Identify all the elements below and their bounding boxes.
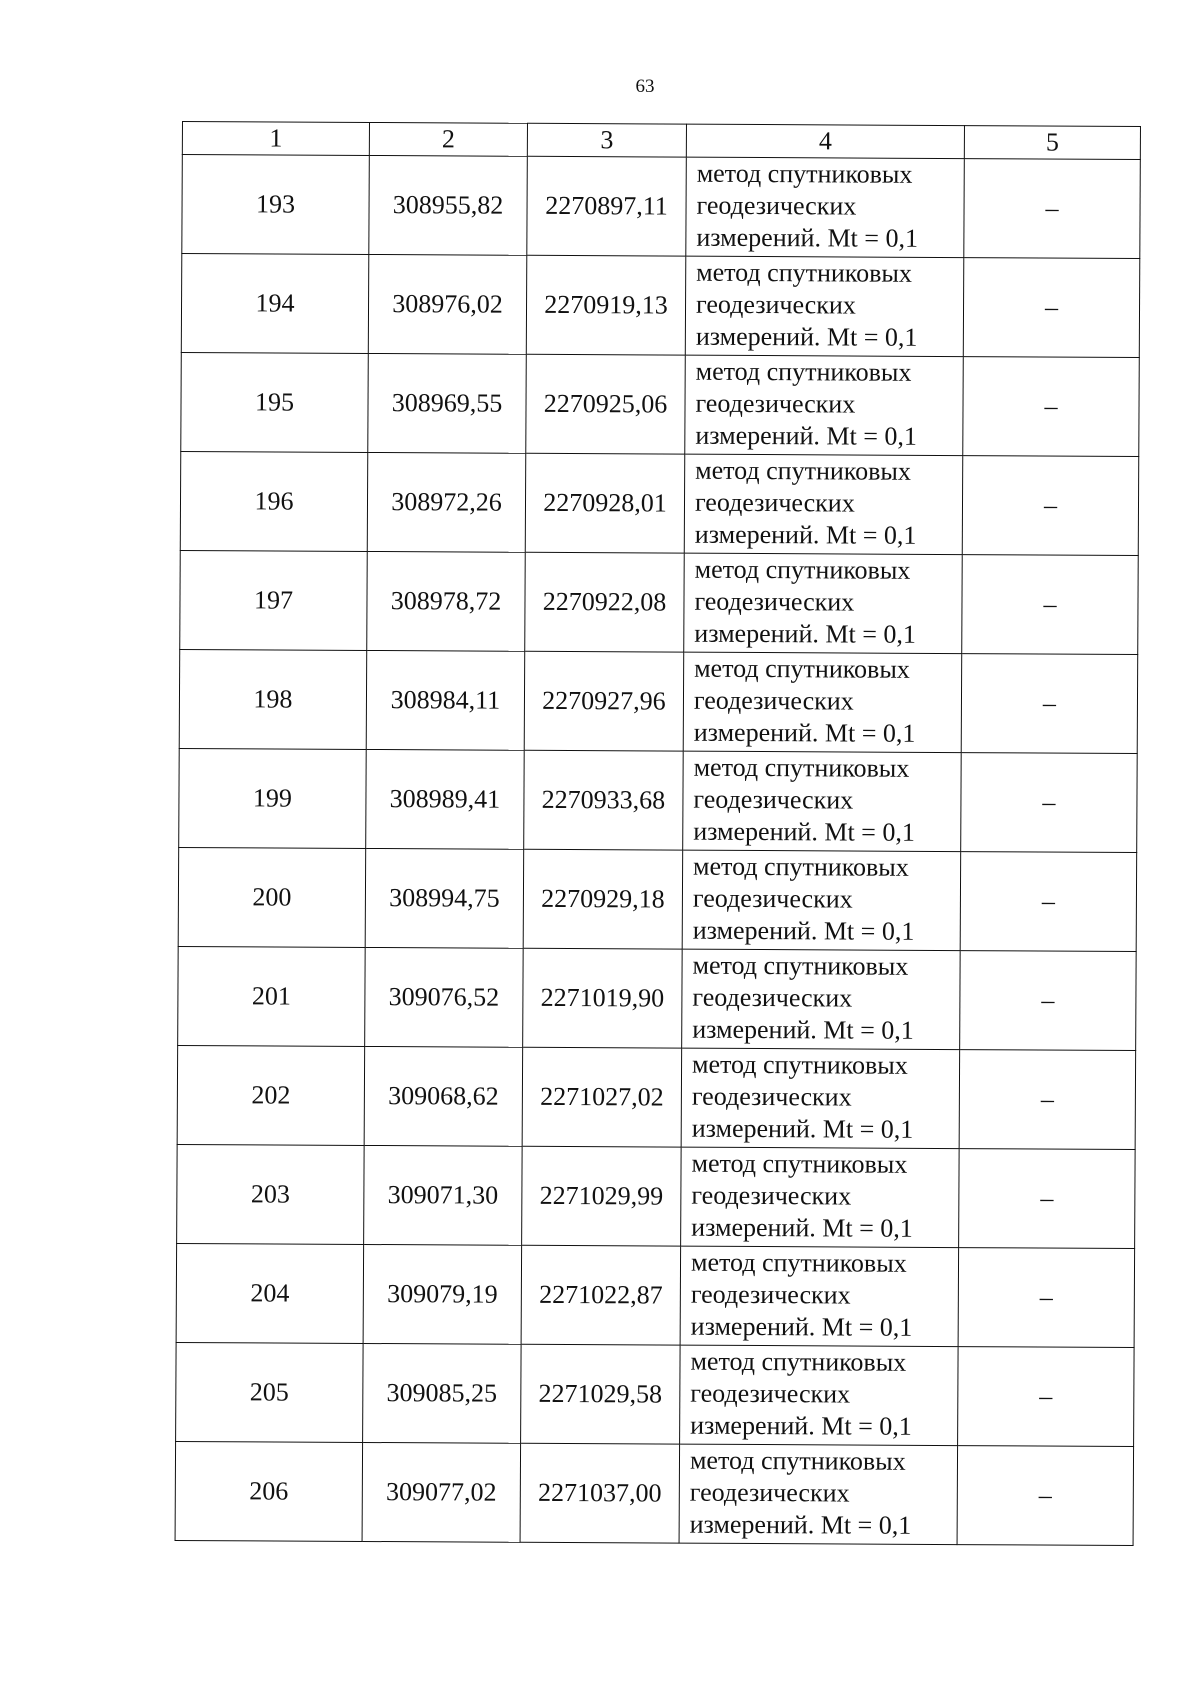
- method-line: измерений. Mt = 0,1: [696, 222, 919, 253]
- method-line: геодезических: [695, 289, 856, 320]
- x-coordinate-cell: 308989,41: [366, 749, 525, 849]
- method-line: метод спутниковых: [692, 950, 909, 981]
- note-cell: –: [958, 1347, 1135, 1447]
- method-line: геодезических: [690, 1279, 851, 1310]
- method-cell: [685, 256, 964, 356]
- note-cell: –: [963, 258, 1140, 358]
- y-coordinate-cell: 2270925,06: [526, 354, 686, 454]
- column-header-5: 5: [964, 126, 1140, 160]
- method-line: измерений. Mt = 0,1: [690, 1311, 913, 1342]
- method-line: метод спутниковых: [691, 1148, 908, 1179]
- method-cell: [679, 1444, 958, 1544]
- point-number-cell: 200: [178, 847, 366, 947]
- method-cell: [683, 652, 962, 752]
- method-cell: [681, 1147, 960, 1247]
- method-line: метод спутниковых: [696, 257, 912, 288]
- x-coordinate-cell: 308984,11: [366, 650, 525, 750]
- method-cell: [681, 1048, 960, 1148]
- note-cell: –: [957, 1446, 1134, 1546]
- method-cell: [682, 850, 961, 950]
- table-body: [175, 155, 1140, 1546]
- method-line: измерений. Mt = 0,1: [692, 1014, 914, 1045]
- table-row: [179, 649, 1138, 753]
- x-coordinate-cell: 309085,25: [363, 1343, 522, 1443]
- x-coordinate-cell: 309077,02: [362, 1442, 521, 1542]
- method-line: геодезических: [691, 1180, 852, 1211]
- column-header-2: 2: [369, 122, 527, 156]
- note-cell: –: [961, 654, 1138, 754]
- x-coordinate-cell: 309071,30: [364, 1145, 523, 1245]
- method-line: метод спутниковых: [695, 455, 911, 486]
- method-line: геодезических: [693, 784, 854, 815]
- table-row: [180, 451, 1139, 555]
- note-cell: –: [962, 555, 1139, 655]
- method-line: геодезических: [692, 883, 853, 914]
- point-number-cell: 197: [180, 550, 368, 650]
- method-line: метод спутниковых: [690, 1346, 907, 1377]
- note-cell: –: [960, 951, 1137, 1051]
- x-coordinate-cell: 308976,02: [368, 254, 527, 354]
- method-line: метод спутниковых: [693, 851, 909, 882]
- method-line: геодезических: [695, 388, 856, 419]
- method-line: измерений. Mt = 0,1: [694, 618, 917, 649]
- table-row: [176, 1243, 1135, 1347]
- point-number-cell: 202: [177, 1045, 365, 1145]
- method-line: метод спутниковых: [695, 356, 912, 387]
- point-number-cell: 206: [175, 1441, 363, 1541]
- point-number-cell: 198: [179, 649, 367, 749]
- method-line: измерений. Mt = 0,1: [691, 1113, 914, 1144]
- y-coordinate-cell: 2270922,08: [525, 552, 685, 652]
- table-row: [179, 748, 1138, 852]
- y-coordinate-cell: 2270927,96: [524, 651, 684, 751]
- method-line: геодезических: [689, 1477, 850, 1508]
- x-coordinate-cell: 308994,75: [365, 848, 524, 948]
- point-number-cell: 201: [178, 946, 366, 1046]
- table-row: [175, 1441, 1134, 1545]
- x-coordinate-cell: 309079,19: [363, 1244, 522, 1344]
- coordinates-table: [175, 121, 1141, 1546]
- y-coordinate-cell: 2270919,13: [526, 255, 686, 355]
- method-line: метод спутниковых: [694, 554, 911, 585]
- method-cell: [684, 553, 963, 653]
- point-number-cell: 194: [181, 254, 369, 354]
- y-coordinate-cell: 2271027,02: [522, 1047, 682, 1147]
- method-cell: [685, 355, 964, 455]
- note-cell: –: [958, 1248, 1135, 1348]
- method-cell: [682, 949, 961, 1049]
- method-line: геодезических: [694, 487, 855, 518]
- method-line: геодезических: [694, 586, 855, 617]
- method-line: измерений. Mt = 0,1: [694, 519, 917, 550]
- method-line: геодезических: [696, 190, 857, 221]
- method-line: измерений. Mt = 0,1: [693, 717, 916, 748]
- method-line: измерений. Mt = 0,1: [693, 816, 915, 847]
- table-row: [176, 1342, 1135, 1446]
- y-coordinate-cell: 2271037,00: [520, 1443, 680, 1543]
- x-coordinate-cell: 308955,82: [369, 155, 528, 255]
- method-line: геодезических: [691, 1081, 852, 1112]
- table-row: [181, 254, 1140, 358]
- y-coordinate-cell: 2270933,68: [524, 750, 684, 850]
- method-line: геодезических: [693, 685, 854, 716]
- table-row: [177, 1045, 1136, 1149]
- x-coordinate-cell: 309068,62: [364, 1046, 523, 1146]
- note-cell: –: [964, 159, 1141, 259]
- method-cell: [680, 1345, 959, 1445]
- point-number-cell: 205: [176, 1342, 364, 1442]
- method-line: геодезических: [690, 1378, 851, 1409]
- table-row: [178, 946, 1137, 1050]
- method-line: метод спутниковых: [689, 1445, 906, 1476]
- point-number-cell: 196: [180, 451, 368, 551]
- table-row: [180, 550, 1139, 654]
- y-coordinate-cell: 2271022,87: [521, 1245, 681, 1345]
- note-cell: –: [959, 1050, 1136, 1150]
- column-header-1: 1: [182, 122, 369, 156]
- method-line: измерений. Mt = 0,1: [692, 915, 915, 946]
- table-row: [177, 1144, 1136, 1248]
- y-coordinate-cell: 2270929,18: [523, 849, 683, 949]
- method-line: измерений. Mt = 0,1: [691, 1212, 913, 1243]
- method-line: измерений. Mt = 0,1: [695, 321, 918, 352]
- note-cell: –: [961, 753, 1138, 853]
- method-line: метод спутниковых: [693, 752, 910, 783]
- method-line: измерений. Mt = 0,1: [689, 1509, 912, 1540]
- table-header: [182, 122, 1140, 160]
- x-coordinate-cell: 309076,52: [365, 947, 524, 1047]
- point-number-cell: 193: [182, 155, 370, 255]
- note-cell: –: [960, 852, 1137, 952]
- method-line: метод спутниковых: [691, 1049, 908, 1080]
- y-coordinate-cell: 2270928,01: [525, 453, 685, 553]
- method-line: измерений. Mt = 0,1: [695, 420, 918, 451]
- x-coordinate-cell: 308978,72: [367, 551, 526, 651]
- method-cell: [684, 454, 963, 554]
- column-header-3: 3: [527, 123, 686, 157]
- method-line: метод спутниковых: [696, 158, 913, 189]
- page-number: 63: [635, 76, 655, 97]
- point-number-cell: 204: [176, 1243, 364, 1343]
- table-row: [178, 847, 1137, 951]
- method-line: метод спутниковых: [690, 1247, 907, 1278]
- x-coordinate-cell: 308972,26: [367, 452, 526, 552]
- method-line: геодезических: [692, 982, 853, 1013]
- y-coordinate-cell: 2270897,11: [527, 156, 687, 256]
- method-cell: [686, 157, 965, 257]
- method-cell: [680, 1246, 959, 1346]
- y-coordinate-cell: 2271019,90: [523, 948, 683, 1048]
- note-cell: –: [963, 357, 1140, 457]
- y-coordinate-cell: 2271029,58: [521, 1344, 681, 1444]
- table-row: [182, 155, 1141, 259]
- note-cell: –: [959, 1149, 1136, 1249]
- header-row: [182, 122, 1140, 160]
- point-number-cell: 195: [181, 352, 369, 452]
- method-line: метод спутниковых: [694, 653, 910, 684]
- point-number-cell: 199: [179, 748, 367, 848]
- column-header-4: 4: [686, 124, 964, 158]
- note-cell: –: [962, 456, 1139, 556]
- table-row: [181, 352, 1140, 456]
- x-coordinate-cell: 308969,55: [368, 353, 527, 453]
- method-line: измерений. Mt = 0,1: [690, 1410, 912, 1441]
- method-cell: [683, 751, 962, 851]
- y-coordinate-cell: 2271029,99: [522, 1146, 682, 1246]
- point-number-cell: 203: [177, 1144, 365, 1244]
